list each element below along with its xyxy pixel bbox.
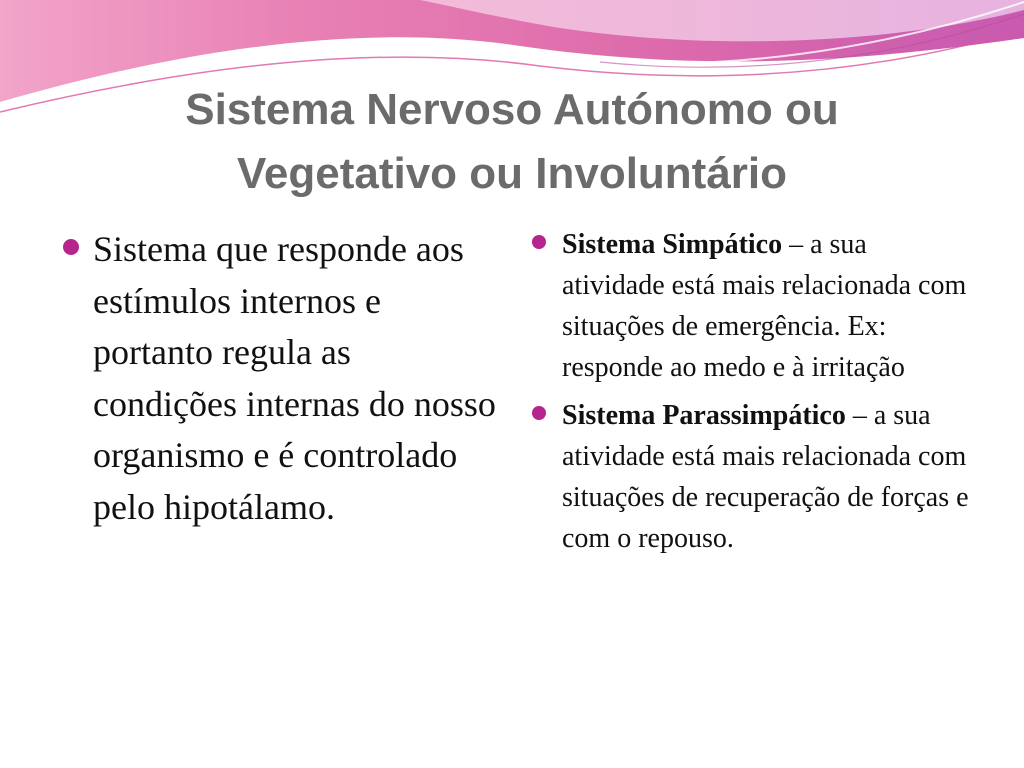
bullet-text: Sistema que responde aos estímulos internos e portanto regula as condições internas do nosso organismo e é controlado pelo hipotálamo. xyxy=(93,229,496,527)
slide-title xyxy=(60,78,964,206)
left-column xyxy=(60,224,500,533)
term-parasympathetic-description: – a sua atividade está mais relacionada com situações de recuperação de forças e com o repouso. xyxy=(562,400,969,554)
list-item xyxy=(60,224,500,533)
list-item xyxy=(530,224,970,388)
right-column xyxy=(530,224,970,559)
term-parasympathetic: Sistema Parassimpático xyxy=(562,400,846,431)
slide-title-line-2: Vegetativo ou Involuntário xyxy=(236,149,788,198)
list-item xyxy=(530,395,970,559)
bullet-icon xyxy=(532,235,546,249)
term-sympathetic: Sistema Simpático xyxy=(562,229,783,260)
term-sympathetic-description: – a sua atividade está mais relacionada com situações de emergência. Ex: responde ao medo e à irritação xyxy=(562,229,967,383)
bullet-icon xyxy=(63,239,79,255)
slide-title-line-1: Sistema Nervoso Autónomo ou xyxy=(185,85,839,134)
bullet-icon xyxy=(532,406,546,420)
